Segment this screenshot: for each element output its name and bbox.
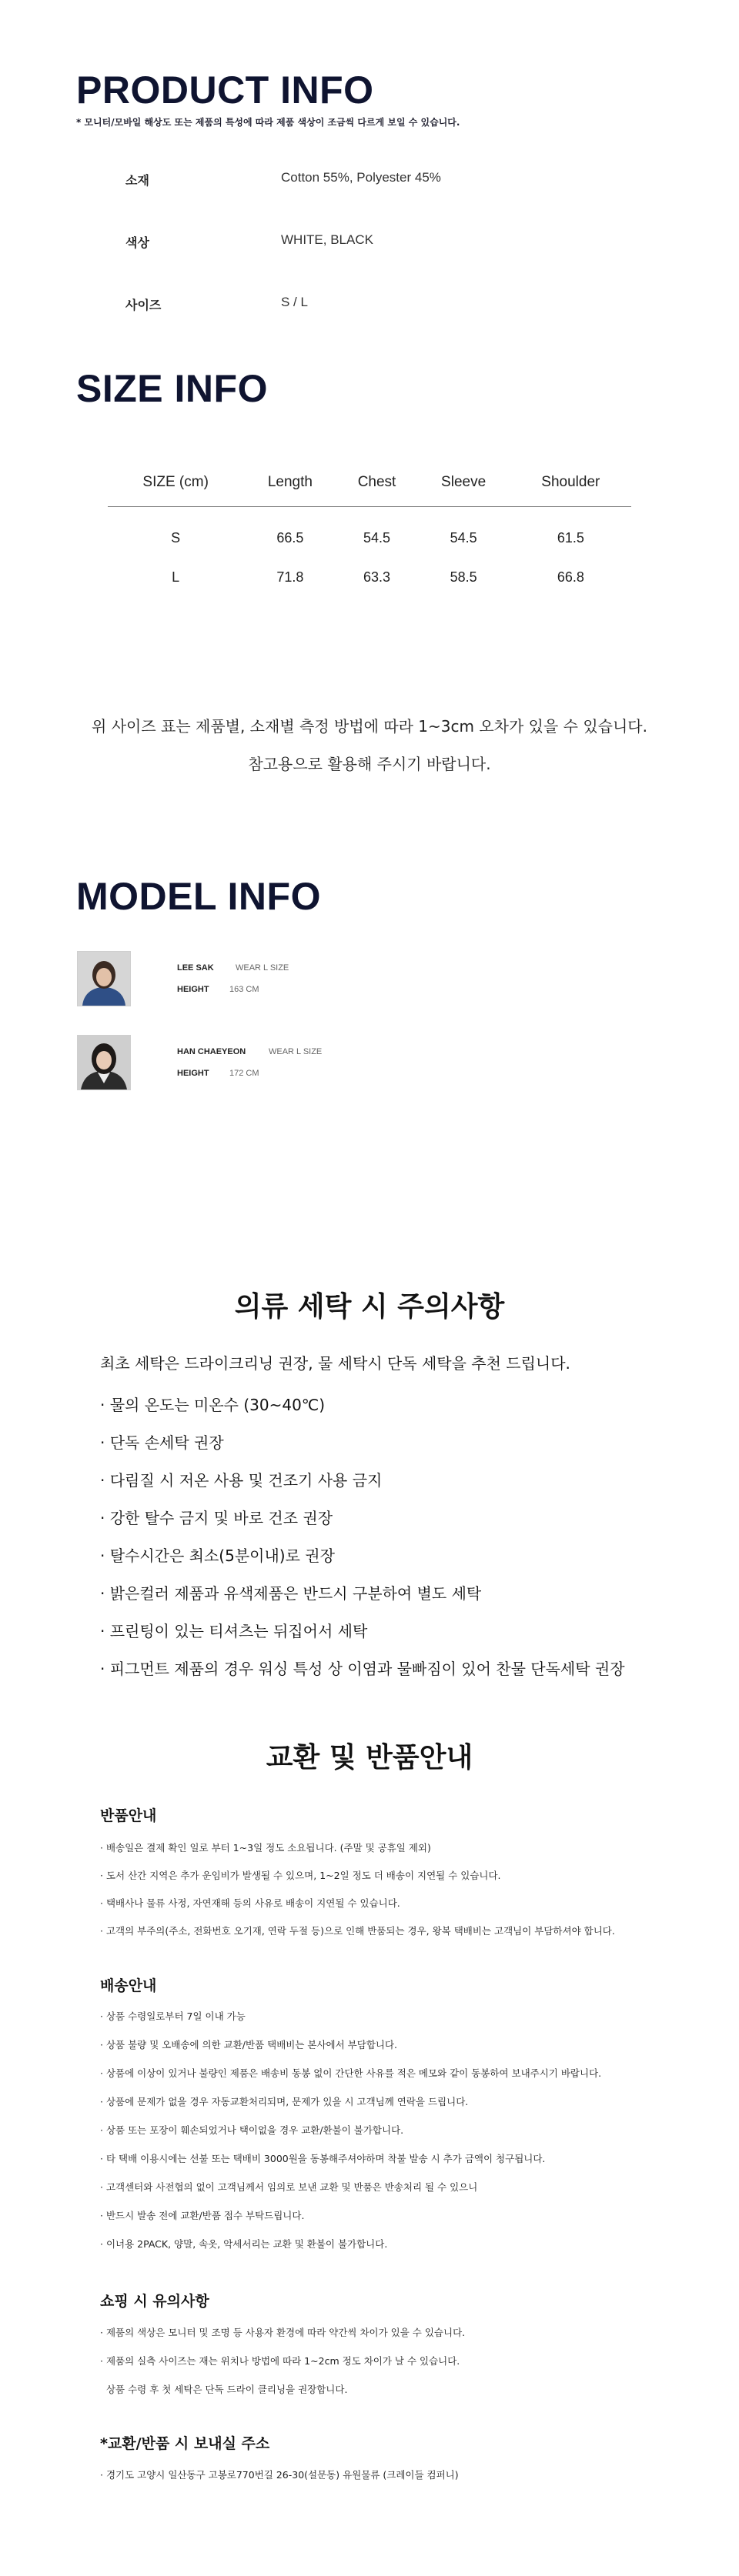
shoulder-cell: 66.8 xyxy=(557,569,584,585)
model-photo xyxy=(77,1035,131,1090)
product-info-title: PRODUCT INFO xyxy=(76,68,374,112)
list-item: · 고객의 부주의(주소, 전화번호 오기재, 연락 두절 등)으로 인해 반품되는 경우, 왕복 택배비는 고객님이 부담하셔야 합니다. xyxy=(100,1925,615,1937)
care-item: · 밝은컬러 제품과 유색제품은 반드시 구분하여 별도 세탁 xyxy=(100,1584,482,1603)
size-table xyxy=(108,459,631,597)
length-column-header: Length xyxy=(267,474,313,490)
care-lead-text: 최초 세탁은 드라이크리닝 권장, 물 세탁시 단독 세탁을 추천 드립니다. xyxy=(100,1354,570,1373)
shoulder-column-header: Shoulder xyxy=(541,474,600,490)
list-item: · 상품 수령일로부터 7일 이내 가능 xyxy=(100,2010,246,2022)
care-item: · 물의 온도는 미온수 (30~40℃) xyxy=(100,1396,326,1414)
sleeve-cell: 58.5 xyxy=(450,569,477,585)
color-label: 색상 xyxy=(125,235,149,250)
shopping-notice-heading: 쇼핑 시 유의사항 xyxy=(100,2293,209,2310)
material-value: Cotton 55%, Polyester 45% xyxy=(281,170,441,185)
care-item: · 피그먼트 제품의 경우 워싱 특성 상 이염과 물빠짐이 있어 찬물 단독세탁 권장 xyxy=(100,1660,625,1678)
model-height-value: 172 CM xyxy=(229,1069,259,1078)
size-cell: S xyxy=(171,530,181,546)
care-item: · 탈수시간은 최소(5분이내)로 권장 xyxy=(100,1547,335,1565)
list-item: · 타 택배 이용시에는 선불 또는 택배비 3000원을 동봉해주셔야하며 착불 발송 시 추가 금액이 청구됩니다. xyxy=(100,2153,546,2164)
return-info-heading: 반품안내 xyxy=(100,1807,157,1824)
size-value: S / L xyxy=(281,295,308,309)
model-card xyxy=(77,1035,385,1090)
list-item: · 상품 불량 및 오배송에 의한 교환/반품 택배비는 본사에서 부담합니다. xyxy=(100,2039,398,2050)
size-column-header: SIZE (cm) xyxy=(142,474,209,490)
model-wear-size: WEAR L SIZE xyxy=(236,963,289,973)
size-info-title: SIZE INFO xyxy=(76,367,268,410)
table-row xyxy=(108,558,631,597)
model-height-label: HEIGHT xyxy=(177,985,209,994)
care-item: · 단독 손세탁 권장 xyxy=(100,1433,224,1452)
table-row xyxy=(108,507,631,559)
exchange-title: 교환 및 반품안내 xyxy=(266,1742,473,1774)
size-label: 사이즈 xyxy=(125,298,162,312)
length-cell: 66.5 xyxy=(276,530,304,546)
list-item: · 배송일은 결제 확인 일로 부터 1~3일 정도 소요됩니다. (주말 및 공휴일 제외) xyxy=(100,1842,431,1854)
size-table-header-row xyxy=(108,459,631,507)
sleeve-cell: 54.5 xyxy=(450,530,477,546)
list-item: · 이너용 2PACK, 양말, 속옷, 악세서리는 교환 및 환불이 불가합니다. xyxy=(100,2238,388,2250)
size-note-line-2: 참고용으로 활용해 주시기 바랍니다. xyxy=(248,755,491,773)
size-note-line-1: 위 사이즈 표는 제품별, 소재별 측정 방법에 따라 1~3cm 오차가 있을 수 있습니다. xyxy=(92,717,647,736)
model-info-title: MODEL INFO xyxy=(76,875,321,918)
list-item: · 제품의 색상은 모니터 및 조명 등 사용자 환경에 따라 약간씩 차이가 있을 수 있습니다. xyxy=(100,2327,466,2338)
shoulder-cell: 61.5 xyxy=(557,530,584,546)
model-photo xyxy=(77,951,131,1006)
list-item: · 제품의 실측 사이즈는 재는 위치나 방법에 따라 1~2cm 정도 차이가 날 수 있습니다. xyxy=(100,2355,460,2367)
shipping-info-heading: 배송안내 xyxy=(100,1977,157,1994)
chest-column-header: Chest xyxy=(357,474,396,490)
list-item: · 고객센터와 사전협의 없이 고객님께서 임의로 보낸 교환 및 반품은 반송처리 될 수 있으니 xyxy=(100,2181,478,2193)
model-wear-size: WEAR L SIZE xyxy=(269,1047,323,1056)
list-item: · 상품에 이상이 있거나 불량인 제품은 배송비 동봉 없이 간단한 사유를 적은 메모와 같이 동봉하여 보내주시기 바랍니다. xyxy=(100,2067,602,2079)
sleeve-column-header: Sleeve xyxy=(441,474,487,490)
model-height-value: 163 CM xyxy=(229,985,259,994)
color-disclaimer-note: * 모니터/모바일 해상도 또는 제품의 특성에 따라 제품 색상이 조금씩 다르게 보일 수 있습니다. xyxy=(76,117,460,128)
list-item: · 택배사나 물류 사정, 자연재해 등의 사유로 배송이 지연될 수 있습니다. xyxy=(100,1897,400,1909)
chest-cell: 63.3 xyxy=(363,569,391,585)
model-card xyxy=(77,951,385,1006)
list-item: · 반드시 발송 전에 교환/반품 접수 부탁드립니다. xyxy=(100,2210,305,2221)
list-item: 상품 수령 후 첫 세탁은 단독 드라이 클리닝을 권장합니다. xyxy=(100,2384,348,2395)
list-item: · 상품 또는 포장이 훼손되었거나 택이없을 경우 교환/환불이 불가합니다. xyxy=(100,2124,404,2136)
care-title: 의류 세탁 시 주의사항 xyxy=(234,1291,505,1323)
list-item: · 도서 산간 지역은 추가 운임비가 발생될 수 있으며, 1~2일 정도 더 배송이 지연될 수 있습니다. xyxy=(100,1870,501,1881)
list-item: · 상품에 문제가 없을 경우 자동교환처리되며, 문제가 있을 시 고객님께 연락을 드립니다. xyxy=(100,2096,469,2107)
return-address: · 경기도 고양시 일산동구 고봉로770번길 26-30(설문동) 유원물류 (크레이들 컴퍼니) xyxy=(100,2469,459,2481)
return-address-heading: *교환/반품 시 보내실 주소 xyxy=(100,2435,270,2452)
model-name: LEE SAK xyxy=(177,963,214,973)
model-height-label: HEIGHT xyxy=(177,1069,209,1078)
chest-cell: 54.5 xyxy=(363,530,391,546)
model-name: HAN CHAEYEON xyxy=(177,1047,246,1056)
care-item: · 프린팅이 있는 티셔츠는 뒤집어서 세탁 xyxy=(100,1622,368,1640)
length-cell: 71.8 xyxy=(276,569,304,585)
material-label: 소재 xyxy=(125,173,149,188)
care-item: · 다림질 시 저온 사용 및 건조기 사용 금지 xyxy=(100,1471,383,1490)
size-cell: L xyxy=(172,569,180,585)
care-item: · 강한 탈수 금지 및 바로 건조 권장 xyxy=(100,1509,333,1527)
color-value: WHITE, BLACK xyxy=(281,232,373,247)
